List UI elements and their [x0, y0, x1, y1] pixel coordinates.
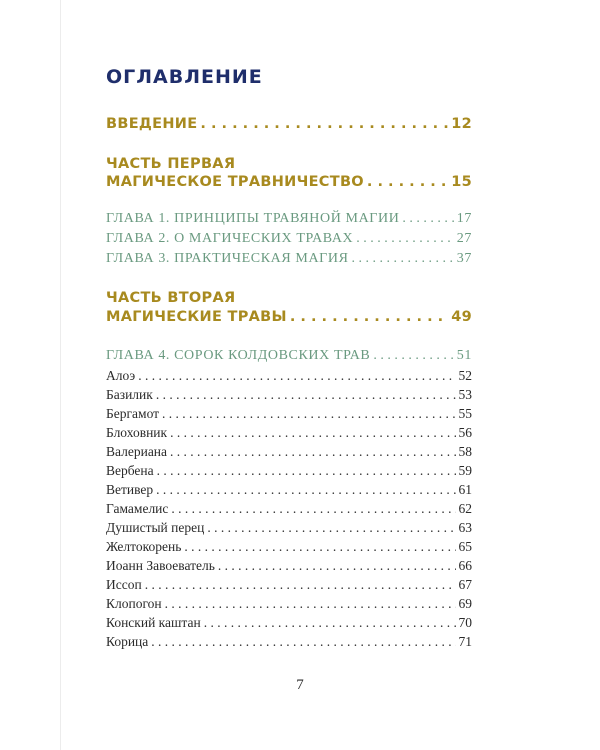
toc-entry-page: 52 — [458, 368, 472, 383]
toc-entry-herb[interactable] — [106, 444, 472, 460]
dot-leader — [170, 425, 455, 441]
dot-leader — [170, 444, 455, 460]
toc-entry-page: 70 — [458, 615, 472, 630]
dot-leader — [156, 482, 455, 498]
toc-entry-chapter3[interactable] — [106, 251, 472, 267]
toc-entry-label: Валериана — [106, 444, 168, 459]
toc-entry-page: 63 — [458, 520, 472, 535]
toc-entry-label: МАГИЧЕСКИЕ ТРАВЫ — [106, 309, 287, 325]
toc-entry-label: ВВЕДЕНИЕ — [106, 116, 198, 132]
toc-entry-label: ГЛАВА 1. ПРИНЦИПЫ ТРАВЯНОЙ МАГИИ — [106, 211, 400, 226]
toc-entry-label: Конский каштан — [106, 615, 201, 630]
toc-entry-herb[interactable] — [106, 596, 472, 612]
toc-entry-label: Иоанн Завоеватель — [106, 558, 215, 573]
dot-leader — [151, 634, 455, 650]
dot-leader — [184, 539, 455, 555]
toc-entry-label: Корица — [106, 634, 149, 649]
dot-leader — [367, 174, 448, 190]
toc-entry-label: ГЛАВА 4. СОРОК КОЛДОВСКИХ ТРАВ — [106, 348, 371, 363]
toc-entry-page: 17 — [456, 211, 472, 226]
dot-leader — [218, 558, 456, 574]
toc-entry-page: 65 — [458, 539, 472, 554]
toc-entry-page: 15 — [451, 174, 472, 190]
toc-entry-page: 69 — [458, 596, 472, 611]
toc-entry-page: 37 — [456, 251, 472, 266]
toc-entry-page: 56 — [458, 425, 472, 440]
dot-leader — [402, 211, 453, 227]
toc-entry-label: Душистый перец — [106, 520, 205, 535]
toc-entry-herb[interactable] — [106, 539, 472, 555]
toc-entry-page: 58 — [458, 444, 472, 459]
toc-entry-herb[interactable] — [106, 615, 472, 631]
part1-heading: ЧАСТЬ ПЕРВАЯ — [106, 156, 236, 172]
toc-entry-page: 55 — [458, 406, 472, 421]
dot-leader — [207, 520, 455, 536]
toc-entry-label: Бергамот — [106, 406, 160, 421]
toc-entry-label: Вербена — [106, 463, 154, 478]
dot-leader — [145, 577, 456, 593]
toc-entry-label: МАГИЧЕСКОЕ ТРАВНИЧЕСТВО — [106, 174, 364, 190]
dot-leader — [204, 615, 456, 631]
toc-entry-herb[interactable] — [106, 520, 472, 536]
toc-entry-herb[interactable] — [106, 577, 472, 593]
toc-entry-page: 71 — [458, 634, 472, 649]
toc-entry-herb[interactable] — [106, 558, 472, 574]
dot-leader — [373, 348, 453, 364]
toc-entry-page: 53 — [458, 387, 472, 402]
dot-leader — [162, 406, 455, 422]
toc-entry-page: 27 — [456, 231, 472, 246]
dot-leader — [171, 501, 455, 517]
toc-entry-label: Ветивер — [106, 482, 154, 497]
toc-title: ОГЛАВЛЕНИЕ — [106, 66, 263, 88]
toc-entry-chapter1[interactable] — [106, 211, 472, 227]
toc-entry-herb[interactable] — [106, 425, 472, 441]
toc-entry-label: Иссоп — [106, 577, 142, 592]
part2-heading: ЧАСТЬ ВТОРАЯ — [106, 290, 236, 306]
dot-leader — [138, 368, 455, 384]
toc-entry-chapter4[interactable] — [106, 348, 472, 364]
toc-entry-herb[interactable] — [106, 634, 472, 650]
dot-leader — [156, 387, 456, 403]
page-number: 7 — [296, 677, 304, 693]
dot-leader — [200, 116, 448, 132]
dot-leader — [165, 596, 456, 612]
toc-entry-herb[interactable] — [106, 482, 472, 498]
dot-leader — [157, 463, 456, 479]
toc-entry-label: Гамамелис — [106, 501, 169, 516]
toc-entry-page: 67 — [458, 577, 472, 592]
toc-entry-part1[interactable] — [106, 174, 472, 190]
toc-entry-page: 61 — [458, 482, 472, 497]
dot-leader — [290, 309, 448, 325]
toc-entry-page: 49 — [451, 309, 472, 325]
page-gutter — [0, 0, 61, 750]
toc-entry-herb[interactable] — [106, 501, 472, 517]
toc-entry-label: ГЛАВА 2. О МАГИЧЕСКИХ ТРАВАХ — [106, 231, 354, 246]
toc-entry-label: Блоховник — [106, 425, 168, 440]
toc-entry-chapter2[interactable] — [106, 231, 472, 247]
dot-leader — [356, 231, 454, 247]
toc-entry-label: Желтокорень — [106, 539, 182, 554]
toc-entry-herb[interactable] — [106, 463, 472, 479]
toc-entry-page: 59 — [458, 463, 472, 478]
toc-entry-label: Базилик — [106, 387, 153, 402]
toc-entry-page: 62 — [458, 501, 472, 516]
dot-leader — [352, 251, 454, 267]
toc-entry-intro[interactable] — [106, 116, 472, 132]
toc-entry-page: 66 — [458, 558, 472, 573]
toc-entry-page: 51 — [456, 348, 472, 363]
toc-entry-herb[interactable] — [106, 406, 472, 422]
toc-entry-herb[interactable] — [106, 368, 472, 384]
toc-entry-label: Клопогон — [106, 596, 162, 611]
toc-entry-label: Алоэ — [106, 368, 136, 383]
toc-entry-label: ГЛАВА 3. ПРАКТИЧЕСКАЯ МАГИЯ — [106, 251, 349, 266]
toc-entry-part2[interactable] — [106, 309, 472, 325]
toc-entry-page: 12 — [451, 116, 472, 132]
toc-entry-herb[interactable] — [106, 387, 472, 403]
